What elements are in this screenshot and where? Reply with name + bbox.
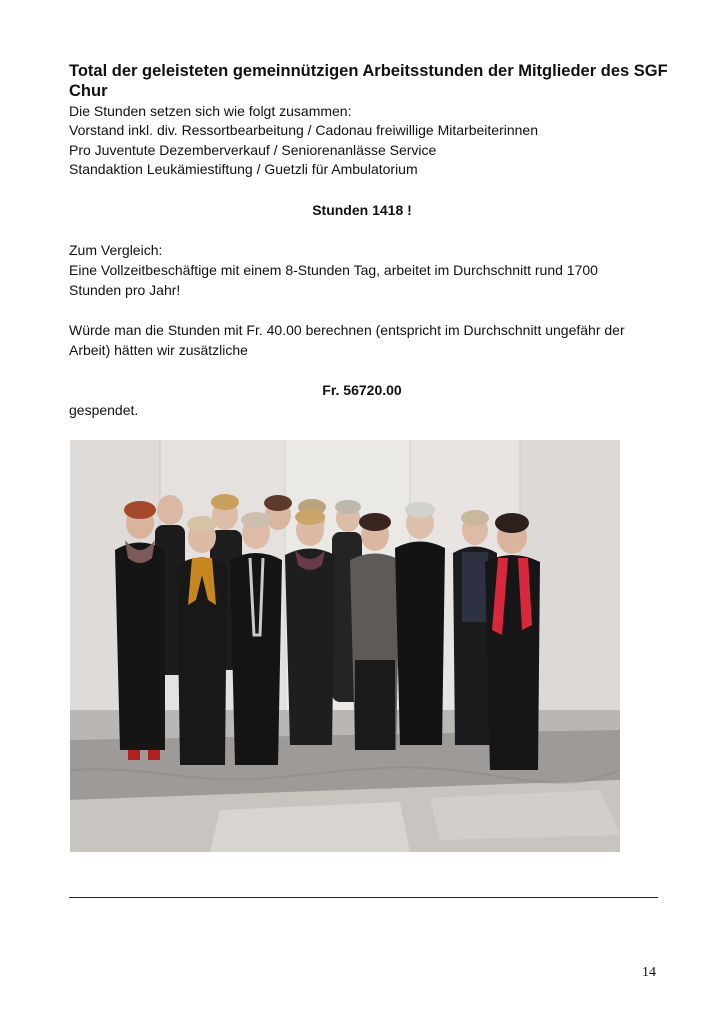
comparison-heading: Zum Vergleich: [69, 242, 163, 258]
group-photo-icon [70, 440, 620, 852]
calculation-text: Arbeit) hätten wir zusätzliche [69, 342, 248, 358]
footer-divider [69, 897, 658, 898]
list-item: Standaktion Leukämiestiftung / Guetzli für Ambulatorium [69, 161, 418, 177]
comparison-text: Eine Vollzeitbeschäftige mit einem 8-Stunden Tag, arbeitet im Durchschnitt rund 1700 [69, 262, 598, 278]
total-hours: Stunden 1418 ! [312, 202, 412, 218]
list-item: Pro Juventute Dezemberverkauf / Seniorenanlässe Service [69, 142, 437, 158]
page-number: 14 [642, 965, 656, 980]
intro-text: Die Stunden setzen sich wie folgt zusammen: [69, 103, 352, 119]
group-photo [70, 440, 620, 852]
comparison-text: Stunden pro Jahr! [69, 282, 181, 298]
page-title: Total der geleisteten gemeinnützigen Arbeitsstunden der Mitglieder des SGF Chur [69, 62, 668, 100]
donated-text: gespendet. [69, 402, 139, 418]
list-item: Vorstand inkl. div. Ressortbearbeitung / Cadonau freiwillige Mitarbeiterinnen [69, 122, 538, 138]
donation-amount: Fr. 56720.00 [322, 382, 402, 398]
calculation-text: Würde man die Stunden mit Fr. 40.00 berechnen (entspricht im Durchschnitt ungefähr der [69, 322, 625, 338]
